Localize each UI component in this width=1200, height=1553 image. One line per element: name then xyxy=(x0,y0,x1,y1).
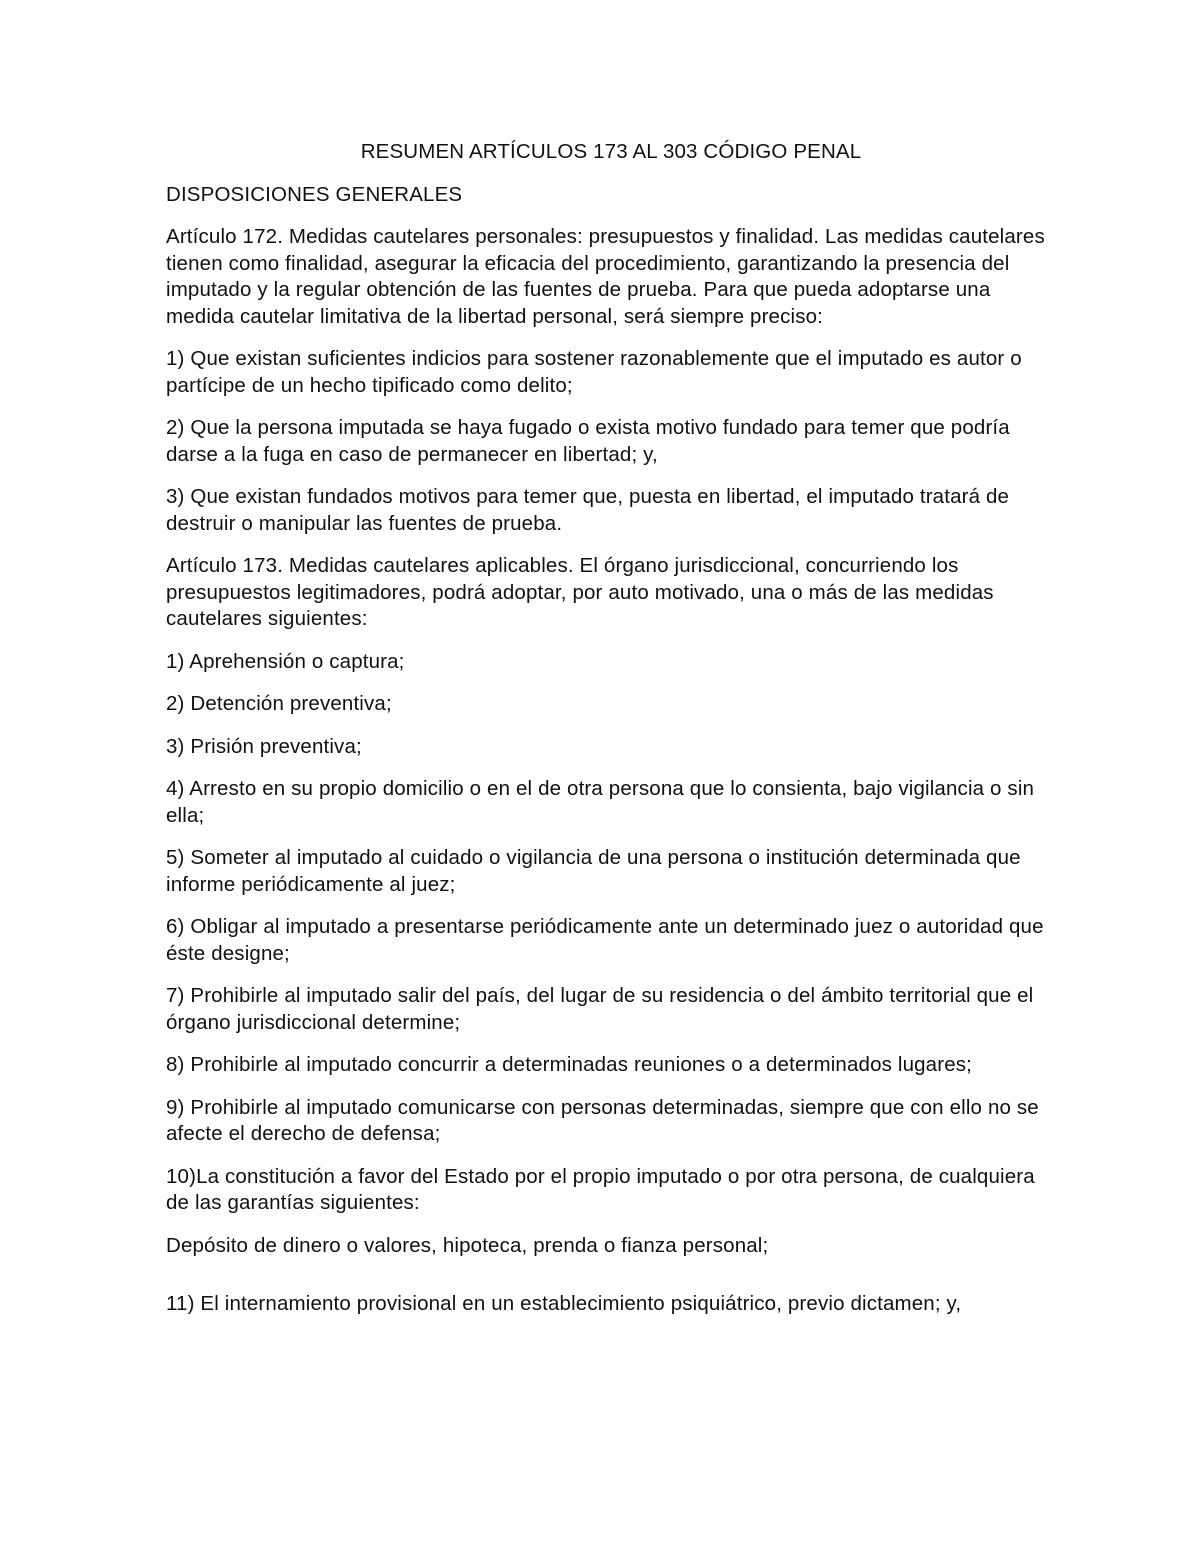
list-item: 7) Prohibirle al imputado salir del país, del lugar de su residencia o del ámbito territorial que el órgano jurisdiccional determine; xyxy=(166,984,1034,1034)
list-item: 10)La constitución a favor del Estado por el propio imputado o por otra persona, de cualquiera de las garantías siguientes: xyxy=(166,1164,1035,1214)
article-173-paragraph: Artículo 173. Medidas cautelares aplicables. El órgano jurisdiccional, concurriendo los presupuestos legitimadores, podrá adoptar, por auto motivado, una o más de las medidas cautelares siguientes: xyxy=(166,554,994,630)
list-item: 2) Que la persona imputada se haya fugado o exista motivo fundado para temer que podría darse a la fuga en caso de permanecer en libertad; y, xyxy=(166,416,1010,466)
list-item: 8) Prohibirle al imputado concurrir a determinadas reuniones o a determinados lugares; xyxy=(166,1053,972,1076)
article-172-paragraph: Artículo 172. Medidas cautelares personales: presupuestos y finalidad. Las medidas cautelares tienen como finalidad, asegurar la eficacia del procedimiento, garantizando la presencia del imputado y la regular obtención de las fuentes de prueba. Para que pueda adoptarse una medida cautelar limitativa de la libertad personal, será siempre preciso: xyxy=(166,225,1045,328)
list-item: 4) Arresto en su propio domicilio o en el de otra persona que lo consienta, bajo vigilancia o sin ella; xyxy=(166,777,1035,827)
guarantees-paragraph: Depósito de dinero o valores, hipoteca, prenda o fianza personal; xyxy=(166,1233,769,1257)
section-heading: DISPOSICIONES GENERALES xyxy=(166,182,463,206)
list-item: 3) Prisión preventiva; xyxy=(166,734,362,758)
document-body xyxy=(166,139,1046,1334)
document-title: RESUMEN ARTÍCULOS 173 AL 303 CÓDIGO PENAL xyxy=(360,140,862,163)
list-item: 3) Que existan fundados motivos para temer que, puesta en libertad, el imputado tratará de destruir o manipular las fuentes de prueba. xyxy=(166,485,1010,535)
list-item: 5) Someter al imputado al cuidado o vigilancia de una persona o institución determinada que informe periódicamente al juez; xyxy=(166,846,1021,896)
list-item: 9) Prohibirle al imputado comunicarse con personas determinadas, siempre que con ello no se afecte el derecho de defensa; xyxy=(166,1095,1039,1145)
list-item: 1) Que existan suficientes indicios para sostener razonablemente que el imputado es autor o partícipe de un hecho tipificado como delito; xyxy=(166,347,1022,397)
list-item: 11) El internamiento provisional en un establecimiento psiquiátrico, previo dictamen; y, xyxy=(166,1292,962,1315)
list-item: 1) Aprehensión o captura; xyxy=(166,649,405,673)
list-item: 2) Detención preventiva; xyxy=(166,692,392,715)
list-item: 6) Obligar al imputado a presentarse periódicamente ante un determinado juez o autoridad que éste designe; xyxy=(166,915,1044,965)
